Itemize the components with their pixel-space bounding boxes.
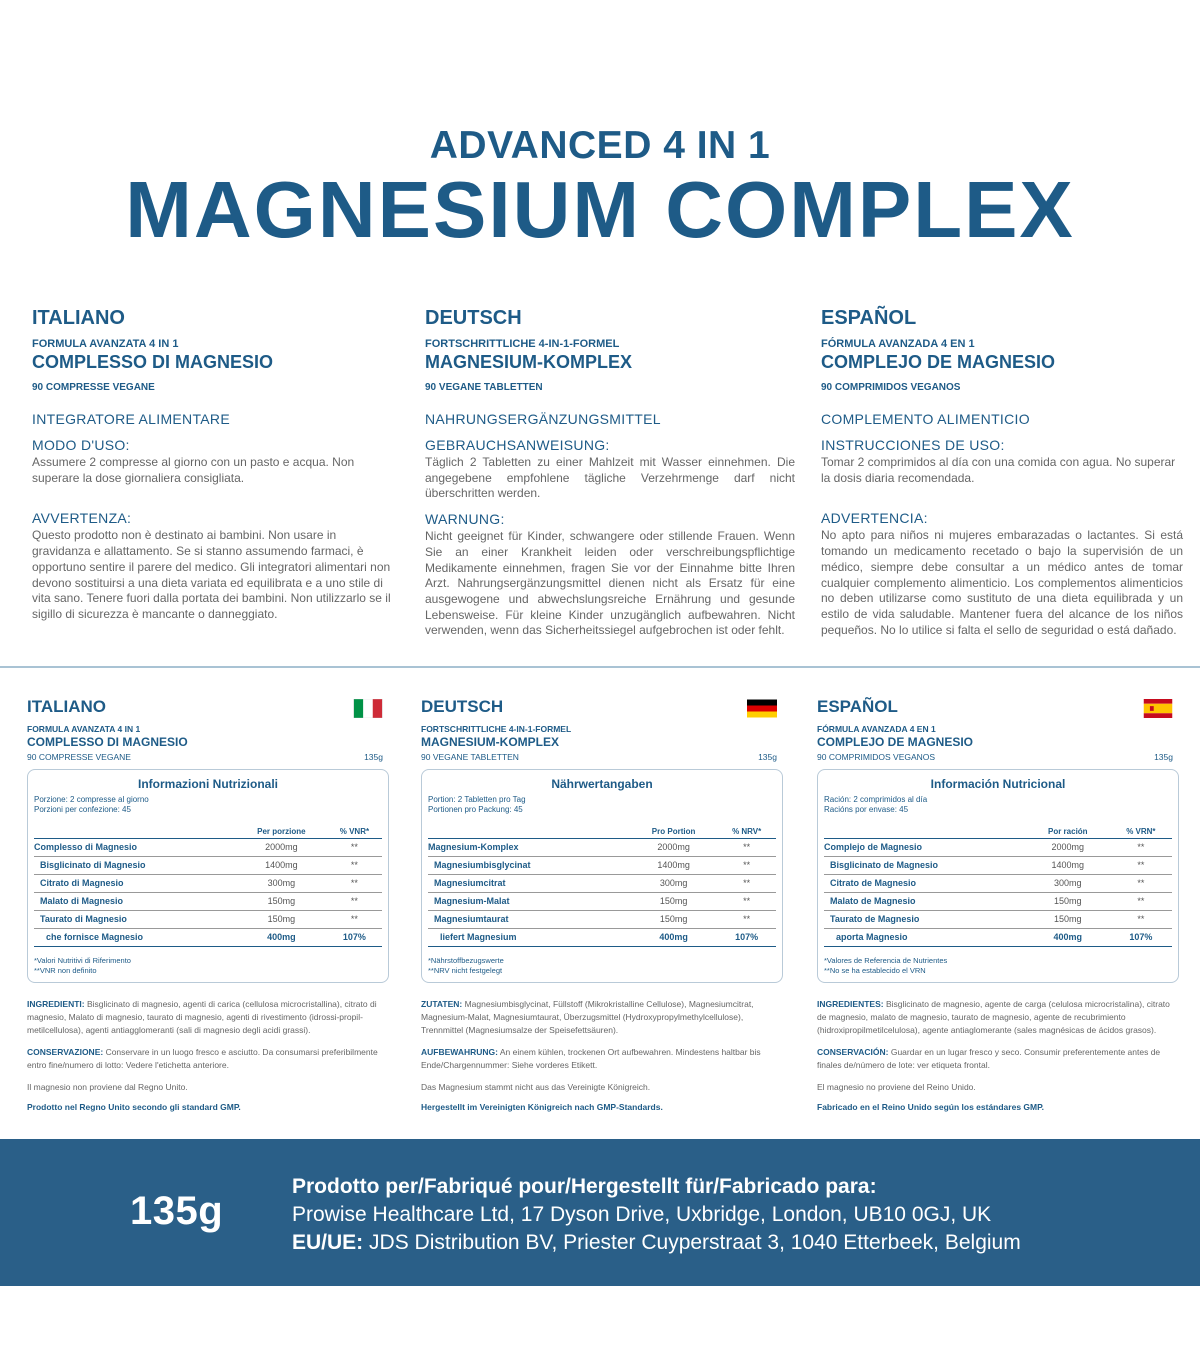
warning-text: Questo prodotto non è destinato ai bambini. Non usare in gravidanza e allattamento. Se si stanno assumendo farmaci, è opportuno sentire il parere del medico. Gli integratori alimentari non devono sostituirsi a una dieta variata ed equilibrata e a uno stile di vita sano. Tenere fuori dalla portata dei bambini. Non utilizzarlo se il sigillo di sicurezza è mancante o danneggiato. [32, 528, 391, 621]
bottom-section-espanol [817, 696, 1179, 1114]
nutrient-amount: 150mg [236, 911, 327, 929]
table-row [428, 893, 776, 911]
nutrition-table [817, 769, 1179, 983]
table-row [428, 875, 776, 893]
nutrient-amount: 300mg [1026, 875, 1110, 893]
origin-note: Das Magnesium stammt nicht aus das Vereinigte Königreich. [421, 1082, 651, 1092]
nutrient-name: Citrato de Magnesio [824, 875, 1026, 893]
formula-label: FORMULA AVANZATA 4 IN 1 [27, 724, 141, 734]
usage-heading: GEBRAUCHSANWEISUNG: [425, 437, 610, 453]
supplement-label: INTEGRATORE ALIMENTARE [32, 411, 230, 427]
nutrient-name: Magnesiumtaurat [428, 911, 630, 929]
footer-banner [0, 1139, 1200, 1286]
hero-title: MAGNESIUM COMPLEX [125, 165, 1075, 254]
portion-size: Ración: 2 comprimidos al día [824, 795, 928, 804]
net-weight: 135g [364, 752, 383, 762]
warning-heading: WARNUNG: [425, 511, 505, 528]
ingredients [421, 998, 783, 1037]
nutrient-pct: ** [717, 857, 776, 875]
eu-address [292, 1229, 1172, 1257]
portions-per-pack: Racións por envase: 45 [824, 805, 909, 814]
nutrient-pct: ** [327, 893, 382, 911]
language-heading: ITALIANO [32, 307, 125, 329]
net-weight: 135g [758, 752, 777, 762]
language-heading: ESPAÑOL [821, 307, 917, 329]
nutrient-pct: ** [327, 911, 382, 929]
formula-label: FORTSCHRITTLICHE 4-IN-1-FORMEL [421, 724, 572, 734]
nutrient-amount: 1400mg [236, 857, 327, 875]
nutrient-pct: ** [717, 893, 776, 911]
nutrition-title: Nährwertangaben [551, 777, 653, 791]
total-amount: 400mg [630, 929, 718, 947]
nutrient-name: Magnesium-Komplex [428, 839, 630, 857]
nutrient-pct: ** [1110, 857, 1172, 875]
storage-label: AUFBEWAHRUNG: [421, 1047, 498, 1057]
footnote: *Nährstoffbezugswerte [428, 956, 504, 965]
portion-size: Portion: 2 Tabletten pro Tag [428, 795, 526, 804]
nutrient-pct: ** [717, 911, 776, 929]
nutrient-amount: 300mg [236, 875, 327, 893]
formula-label: FÓRMULA AVANZADA 4 EN 1 [821, 338, 975, 350]
total-amount: 400mg [1026, 929, 1110, 947]
footnote: *Valori Nutritivi di Riferimento [34, 956, 131, 965]
tablet-count: 90 COMPRIMIDOS VEGANOS [821, 382, 961, 393]
spain-flag-icon [1143, 699, 1173, 718]
table-row-total [428, 929, 776, 947]
nutrient-name: Bisglicinato di Magnesio [34, 857, 236, 875]
nutrient-amount: 300mg [630, 875, 718, 893]
hero-subtitle: ADVANCED 4 IN 1 [429, 124, 771, 167]
ingredients-text: Bisglicinato de magnesio, agente de carga (celulosa microcristalina), citrato de magnesio, malato de magnesio, taurato de magnesio, agente de recubrimiento (hidroxipropilmetilcelulosa), agente antiaglomerante (sales magnésicas de ácidos grasos). [817, 999, 1170, 1035]
ingredients-text: Bisglicinato di magnesio, agenti di carica (cellulosa microcristallina), citrato di magnesio, Malato di magnesio, taurato di magnesio, agenti di rivestimento (idrossi-propil-metilcellulosa), agenti antiagglomeranti (sali di magnesio degli acidi grassi). [27, 999, 377, 1035]
table-row [824, 911, 1172, 929]
germany-flag-icon [747, 699, 777, 718]
net-weight: 135g [1154, 752, 1173, 762]
eu-address-text: JDS Distribution BV, Priester Cuyperstraat 3, 1040 Etterbeek, Belgium [363, 1231, 1021, 1254]
nutrient-pct: ** [1110, 893, 1172, 911]
total-pct: 107% [717, 929, 776, 947]
nutrient-amount: 150mg [630, 911, 718, 929]
total-name: liefert Magnesium [428, 929, 630, 947]
usage-text: Täglich 2 Tabletten zu einer Mahlzeit mit Wasser einnehmen. Die angegebene empfohlene tägliche Verzehrmenge darf nicht überschritten werden. [425, 455, 795, 501]
nutrient-amount: 1400mg [1026, 857, 1110, 875]
col-pct: % VNR* [327, 826, 382, 839]
usage-heading: MODO D'USO: [32, 437, 130, 453]
storage-text: An einem kühlen, trockenen Ort aufbewahren. Mindestens haltbar bis Ende/Chargennummer: Siehe vorderes Etikett. [421, 1047, 761, 1070]
portions-per-pack: Portionen pro Packung: 45 [428, 805, 523, 814]
nutrient-name: Malato de Magnesio [824, 893, 1026, 911]
usage-text: Assumere 2 compresse al giorno con un pasto e acqua. Non superare la dose giornaliera consigliata. [32, 455, 355, 485]
product-name: MAGNESIUM-KOMPLEX [421, 735, 559, 749]
nutrient-name: Malato di Magnesio [34, 893, 236, 911]
made-for-label: Prodotto per/Fabriqué pour/Hergestellt für/Fabricado para: [292, 1175, 877, 1198]
gmp-note: Prodotto nel Regno Unito secondo gli standard GMP. [27, 1102, 241, 1112]
nutrition-title: Información Nutricional [930, 777, 1066, 791]
tablet-count: 90 VEGANE TABLETTEN [421, 752, 519, 762]
nutrient-amount: 150mg [1026, 911, 1110, 929]
nutrient-name: Magnesium-Malat [428, 893, 630, 911]
table-row [428, 857, 776, 875]
footer-weight: 135g [130, 1189, 224, 1233]
warning-heading: ADVERTENCIA: [821, 510, 928, 527]
table-row [824, 857, 1172, 875]
table-row [34, 911, 382, 929]
col-per-portion: Per porzione [236, 826, 327, 839]
nutrient-amount: 150mg [236, 893, 327, 911]
origin-note: El magnesio no proviene del Reino Unido. [817, 1082, 976, 1092]
tablet-count: 90 VEGANE TABLETTEN [425, 382, 543, 393]
nutrient-name: Taurato de Magnesio [824, 911, 1026, 929]
col-pct: % VRN* [1110, 826, 1172, 839]
nutrient-pct: ** [327, 857, 382, 875]
portion-size: Porzione: 2 compresse al giorno [34, 795, 149, 804]
nutrient-name: Complejo de Magnesio [824, 839, 1026, 857]
italy-flag-icon [353, 699, 383, 718]
nutrient-name: Complesso di Magnesio [34, 839, 236, 857]
nutrient-pct: ** [717, 875, 776, 893]
storage [817, 1046, 1179, 1072]
nutrient-name: Citrato di Magnesio [34, 875, 236, 893]
nutrient-pct: ** [327, 875, 382, 893]
nutrient-name: Magnesiumbisglycinat [428, 857, 630, 875]
ingredients [27, 998, 389, 1037]
storage [421, 1046, 783, 1072]
storage [27, 1046, 389, 1072]
col-per-portion: Pro Portion [630, 826, 718, 839]
top-section-deutsch [425, 306, 795, 639]
bottom-section-italiano [27, 696, 389, 1114]
table-row [34, 893, 382, 911]
ingredients-label: INGREDIENTI: [27, 999, 85, 1009]
col-pct: % NRV* [717, 826, 776, 839]
storage-label: CONSERVAZIONE: [27, 1047, 104, 1057]
total-amount: 400mg [236, 929, 327, 947]
tablet-count: 90 COMPRIMIDOS VEGANOS [817, 752, 936, 762]
product-name: COMPLEJO DE MAGNESIO [817, 735, 974, 749]
nutrient-amount: 150mg [1026, 893, 1110, 911]
gmp-note: Hergestellt im Vereinigten Königreich nach GMP-Standards. [421, 1102, 663, 1112]
storage-label: CONSERVACIÓN: [817, 1047, 889, 1057]
formula-label: FORTSCHRITTLICHE 4-IN-1-FORMEL [425, 338, 620, 350]
storage-text: Guardar en un lugar fresco y seco. Consumir preferentemente antes de finales de/número de lote: ver etiqueta frontal. [817, 1047, 1161, 1070]
warning-heading: AVVERTENZA: [32, 510, 132, 527]
warning-text: No apto para niños ni mujeres embarazadas o lactantes. Si está tomando un medicamento recetado o bajo la supervisión de un médico, siempre debe consultar a un médico antes de tomar cualquier complemento alimenticio. Los complementos alimenticios no deben utilizarse como sustituto de una dieta equilibrada y un estilo de vida saludable. Mantener fuera del alcance de los niños pequeños. No lo utilice si falta el sello de seguridad o está dañado. [821, 528, 1183, 637]
ingredients-label: INGREDIENTES: [817, 999, 884, 1009]
product-name: COMPLESSO DI MAGNESIO [32, 352, 274, 372]
footnote: **NRV nicht festgelegt [428, 966, 503, 975]
table-row [34, 875, 382, 893]
table-row-total [824, 929, 1172, 947]
language-heading: DEUTSCH [425, 307, 522, 329]
table-row [428, 911, 776, 929]
total-pct: 107% [1110, 929, 1172, 947]
origin-note: Il magnesio non proviene dal Regno Unito. [27, 1082, 188, 1092]
language-heading: ESPAÑOL [817, 697, 898, 716]
nutrient-pct: ** [1110, 875, 1172, 893]
ingredients [817, 998, 1179, 1037]
nutrient-amount: 150mg [630, 893, 718, 911]
product-name: COMPLESSO DI MAGNESIO [27, 735, 188, 749]
table-row-total [34, 929, 382, 947]
nutrient-name: Magnesiumcitrat [428, 875, 630, 893]
usage-heading: INSTRUCCIONES DE USO: [821, 437, 1005, 453]
usage-text: Tomar 2 comprimidos al día con una comida con agua. No superar la dosis diaria recomendada. [821, 455, 1176, 485]
top-section-espanol [821, 306, 1183, 638]
nutrition-title: Informazioni Nutrizionali [138, 777, 278, 791]
nutrient-pct: ** [1110, 911, 1172, 929]
top-section-italiano [32, 306, 394, 623]
ingredients-label: ZUTATEN: [421, 999, 463, 1009]
nutrition-table [421, 769, 783, 983]
supplement-label: NAHRUNGSERGÄNZUNGSMITTEL [425, 411, 661, 427]
nutrient-amount: 1400mg [630, 857, 718, 875]
nutrient-pct: ** [1110, 839, 1172, 857]
tablet-count: 90 COMPRESSE VEGANE [32, 382, 155, 393]
hero [0, 124, 1200, 254]
footnote: *Valores de Referencia de Nutrientes [824, 956, 948, 965]
table-row [428, 839, 776, 857]
table-row [824, 893, 1172, 911]
bottom-section-deutsch [421, 696, 783, 1114]
tablet-count: 90 COMPRESSE VEGANE [27, 752, 131, 762]
nutrition-table [27, 769, 389, 983]
table-row [34, 839, 382, 857]
product-name: COMPLEJO DE MAGNESIO [821, 352, 1056, 372]
uk-address: Prowise Healthcare Ltd, 17 Dyson Drive, Uxbridge, London, UB10 0GJ, UK [292, 1203, 992, 1226]
col-per-portion: Por ración [1026, 826, 1110, 839]
footnote: **VNR non definito [34, 966, 97, 975]
formula-label: FORMULA AVANZATA 4 IN 1 [32, 338, 179, 350]
language-heading: ITALIANO [27, 697, 107, 716]
gmp-note: Fabricado en el Reino Unido según los estándares GMP. [817, 1102, 1045, 1112]
product-name: MAGNESIUM-KOMPLEX [425, 352, 632, 372]
nutrient-amount: 2000mg [630, 839, 718, 857]
formula-label: FÓRMULA AVANZADA 4 EN 1 [817, 724, 936, 734]
nutrient-name: Bisglicinato de Magnesio [824, 857, 1026, 875]
total-name: aporta Magnesio [824, 929, 1026, 947]
manufacturer-info [292, 1173, 1172, 1257]
storage-text: Conservare in un luogo fresco e asciutto. Da consumarsi preferibilmente entro fine/numero di lotto: Vedere l'etichetta anteriore. [27, 1047, 378, 1070]
nutrient-pct: ** [327, 839, 382, 857]
portions-per-pack: Porzioni per confezione: 45 [34, 805, 131, 814]
ingredients-text: Magnesiumbisglycinat, Füllstoff (Mikrokristalline Cellulose), Magnesiumcitrat, Magnesium-Malat, Magnesiumtaurat, Überzugsmittel (Hydroxypropylmethylcellulose), Trennmittel (Magnesiumsalze der Speisefettsäuren). [421, 999, 754, 1035]
footnote: **No se ha establecido el VRN [824, 966, 926, 975]
nutrient-amount: 2000mg [1026, 839, 1110, 857]
total-pct: 107% [327, 929, 382, 947]
total-name: che fornisce Magnesio [34, 929, 236, 947]
nutrient-amount: 2000mg [236, 839, 327, 857]
warning-text: Nicht geeignet für Kinder, schwangere oder stillende Frauen. Wenn Sie an einer Krankheit leiden oder verschreibungspflichtige Medikamente einnehmen, fragen Sie vor der Einnahme bitte Ihren Arzt. Nahrungsergänzungsmittel dienen nicht als Ersatz für eine ausgewogene und abwechslungsreiche Ernährung und gesunde Lebensweise. Für kleine Kinder unzugänglich aufbewahren. Nicht verwenden, wenn das Sicherheitssiegel aufgebrochen ist oder fehlt. [425, 529, 795, 638]
table-row [34, 857, 382, 875]
nutrient-pct: ** [717, 839, 776, 857]
table-row [824, 875, 1172, 893]
supplement-label: COMPLEMENTO ALIMENTICIO [821, 411, 1030, 427]
section-divider [0, 666, 1200, 668]
nutrient-name: Taurato di Magnesio [34, 911, 236, 929]
table-row [824, 839, 1172, 857]
language-heading: DEUTSCH [421, 697, 504, 716]
eu-label: EU/UE: [292, 1231, 364, 1254]
